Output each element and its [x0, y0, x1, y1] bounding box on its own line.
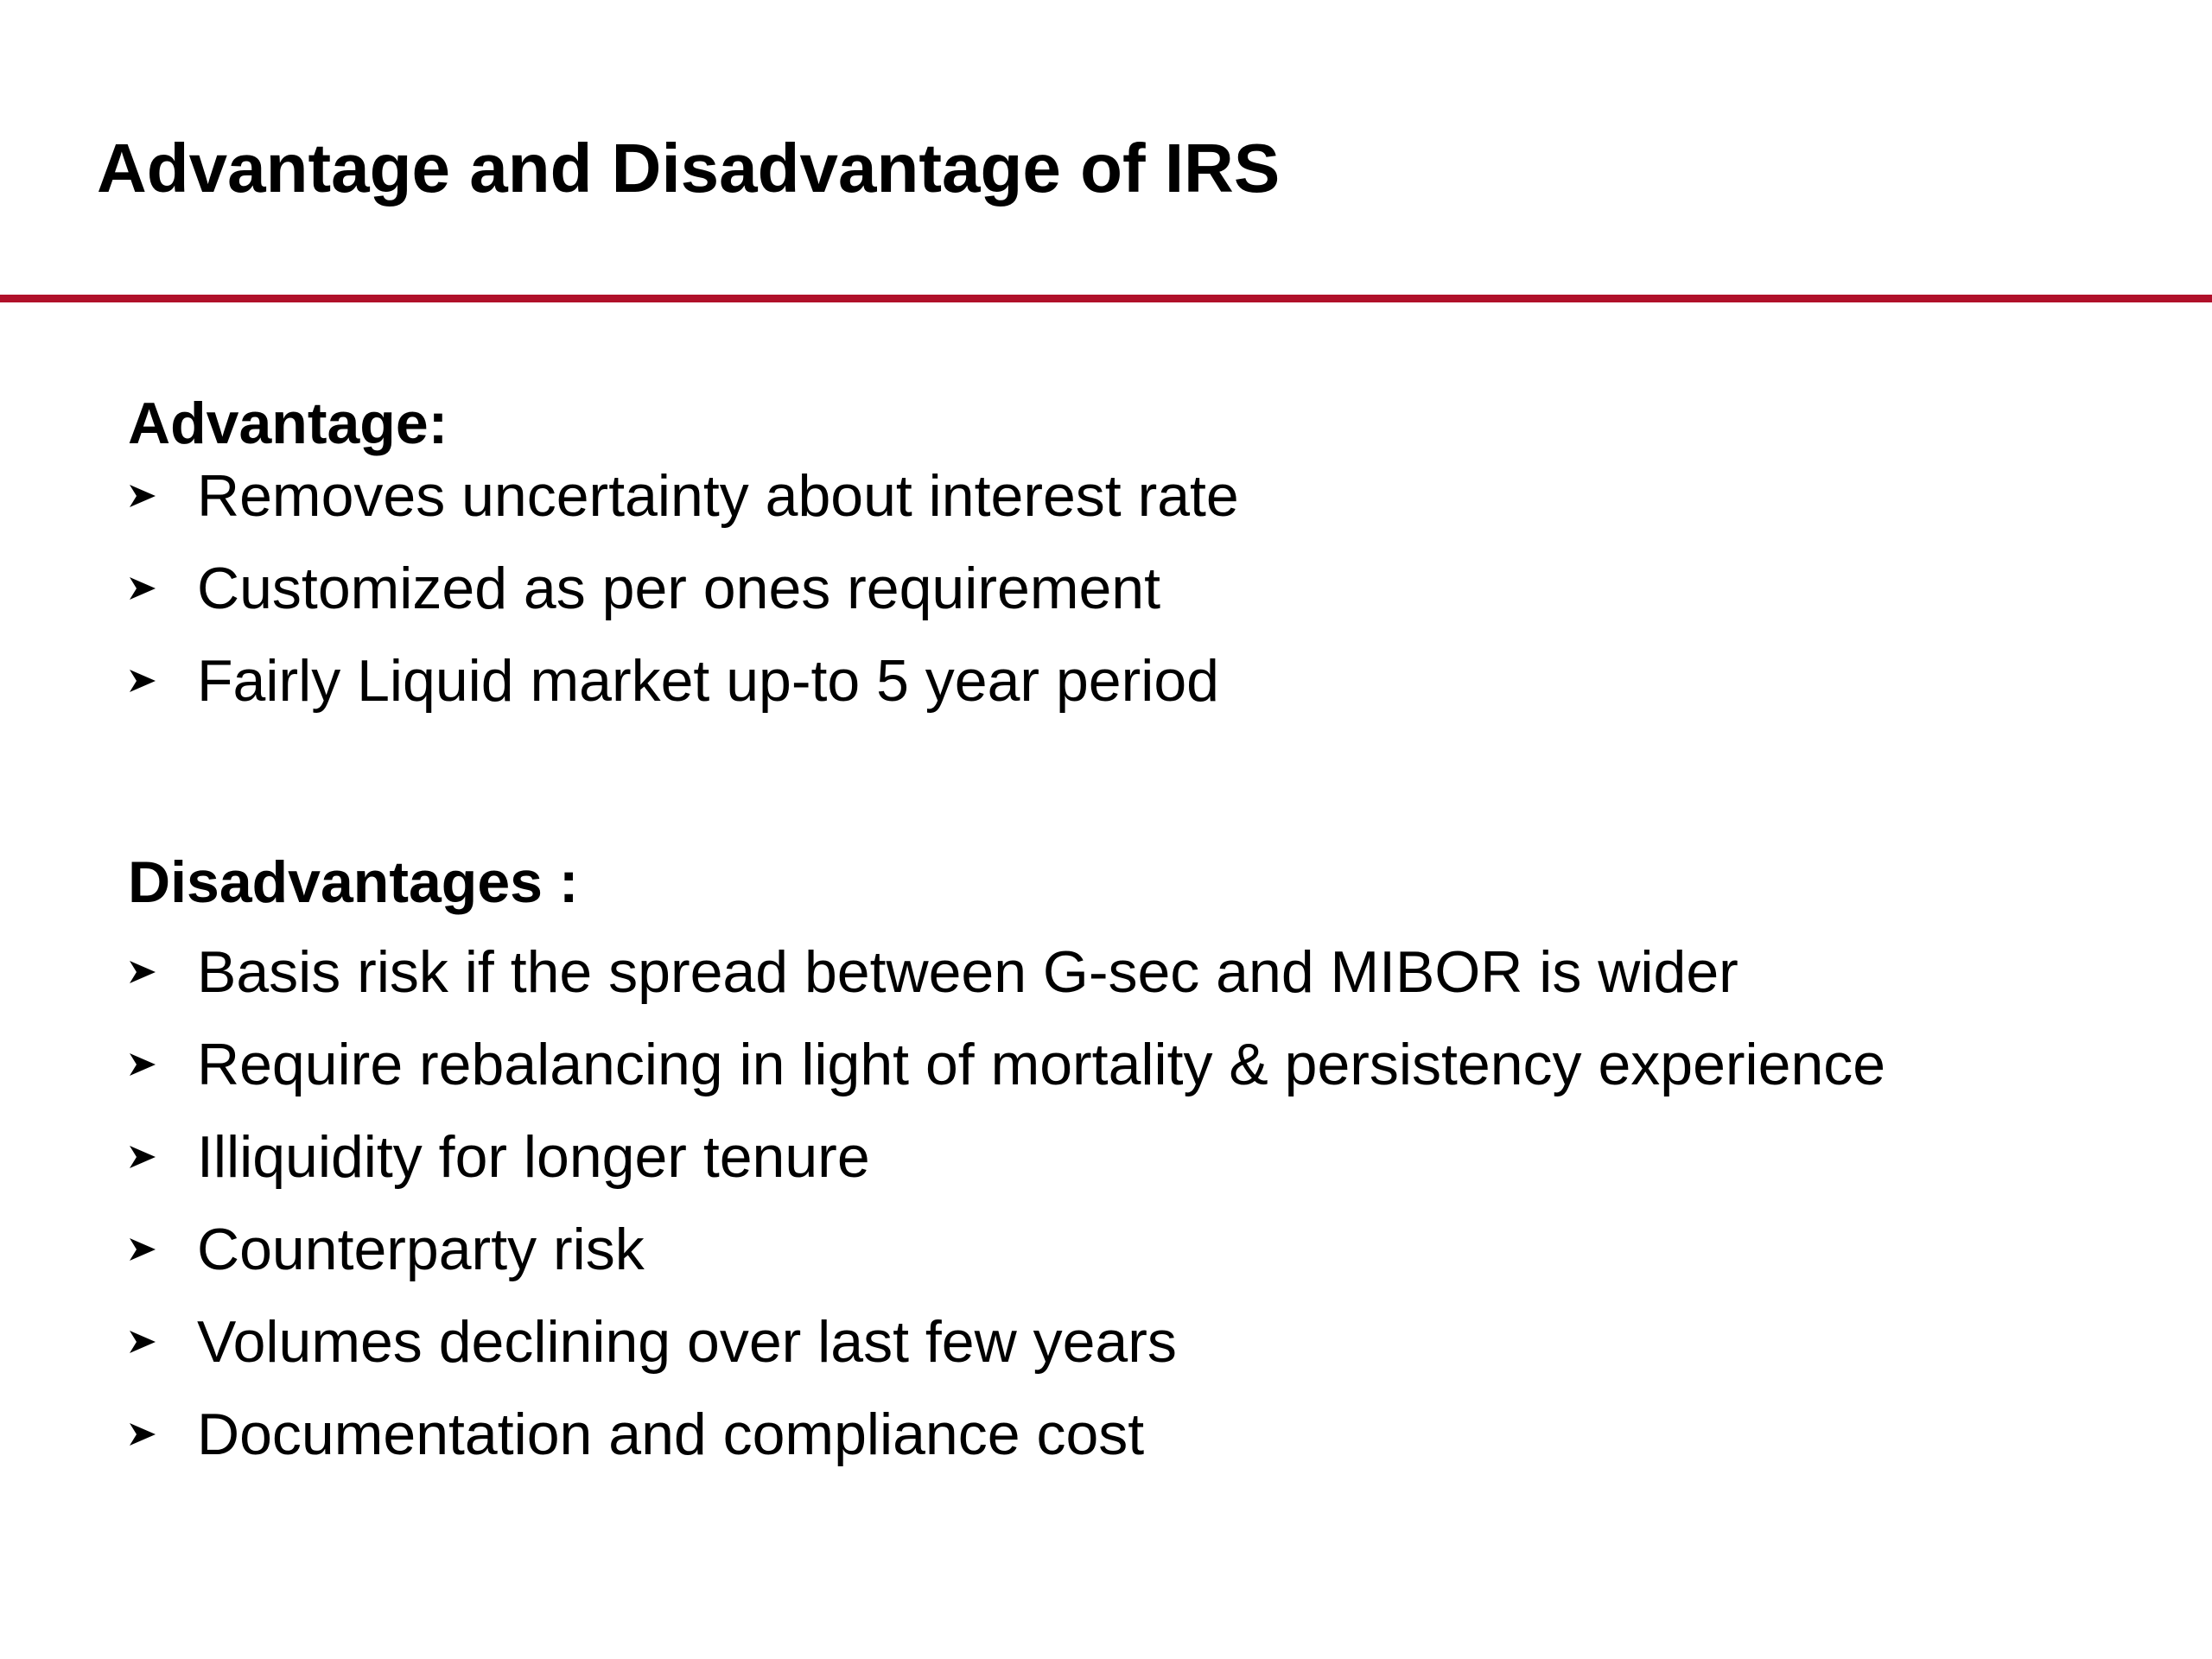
list-item-text: Removes uncertainty about interest rate: [197, 462, 1239, 529]
disadvantages-section: [128, 839, 2115, 1480]
disadvantages-list: [128, 925, 2115, 1480]
list-item: [128, 925, 2115, 1018]
arrowhead-bullet-icon: [128, 668, 197, 694]
list-item: [128, 1018, 2115, 1110]
list-item: [128, 1110, 2115, 1203]
advantage-section: [128, 380, 2115, 727]
arrowhead-bullet-icon: [128, 1329, 197, 1355]
slide-content: [128, 380, 2115, 1480]
arrowhead-bullet-icon: [128, 1236, 197, 1262]
list-item-text: Volumes declining over last few years: [197, 1308, 1177, 1375]
title-divider: [0, 295, 2212, 302]
arrowhead-bullet-icon: [128, 1144, 197, 1170]
advantage-heading: Advantage:: [128, 391, 448, 456]
section-spacer: [128, 727, 2115, 839]
advantage-list: [128, 449, 2115, 727]
list-item-text: Fairly Liquid market up-to 5 year period: [197, 647, 1219, 714]
list-item-text: Documentation and compliance cost: [197, 1401, 1145, 1467]
list-item-text: Customized as per ones requirement: [197, 555, 1160, 621]
list-item: [128, 449, 2115, 542]
list-item-text: Require rebalancing in light of mortality & persistency experience: [197, 1031, 1886, 1097]
list-item: [128, 1295, 2115, 1388]
list-item-text: Illiquidity for longer tenure: [197, 1123, 870, 1190]
disadvantages-heading: Disadvantages :: [128, 849, 579, 915]
arrowhead-bullet-icon: [128, 1052, 197, 1077]
list-item: [128, 542, 2115, 634]
list-item-text: Basis risk if the spread between G-sec and MIBOR is wider: [197, 938, 1738, 1005]
list-item: [128, 634, 2115, 727]
slide-title: Advantage and Disadvantage of IRS: [97, 130, 1281, 207]
list-item-text: Counterparty risk: [197, 1216, 645, 1282]
arrowhead-bullet-icon: [128, 483, 197, 509]
arrowhead-bullet-icon: [128, 575, 197, 601]
list-item: [128, 1203, 2115, 1295]
arrowhead-bullet-icon: [128, 1421, 197, 1447]
arrowhead-bullet-icon: [128, 959, 197, 985]
list-item: [128, 1388, 2115, 1480]
